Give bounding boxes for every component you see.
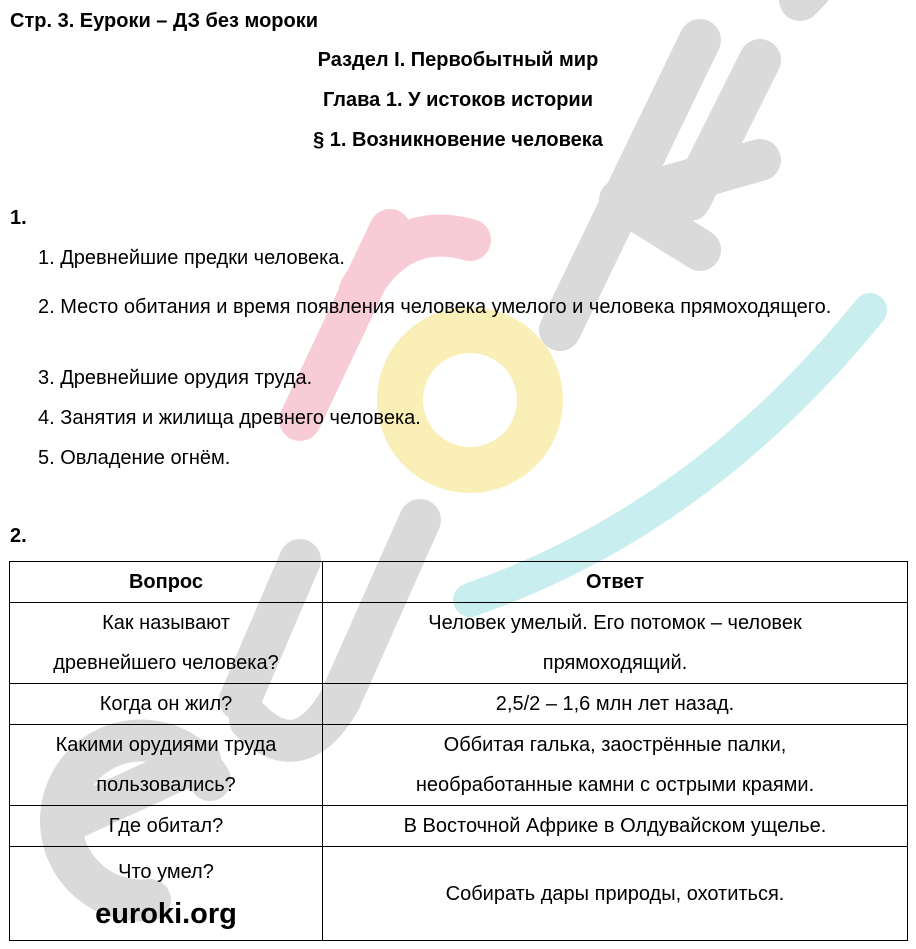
answer-cell: [323, 603, 908, 684]
answer-line: Оббитая галька, заострённые палки,: [443, 734, 787, 756]
question-line: Что умел?: [118, 860, 214, 883]
answer-cell: Собирать дары природы, охотиться.: [323, 847, 908, 941]
table-row: [10, 725, 908, 806]
answer-line: Человек умелый. Его потомок – человек: [428, 612, 802, 634]
task-2-number: 2.: [10, 525, 27, 547]
question-cell: [10, 847, 323, 941]
question-cell: [10, 725, 323, 806]
question-line: древнейшего человека?: [53, 652, 279, 674]
question-line: Какими орудиями труда: [55, 734, 277, 756]
list-item: 5. Овладение огнём.: [38, 447, 231, 469]
column-header-question: Вопрос: [10, 562, 323, 603]
site-link[interactable]: euroki.org: [95, 897, 237, 930]
answer-cell: В Восточной Африке в Олдувайском ущелье.: [323, 806, 908, 847]
question-cell: Где обитал?: [10, 806, 323, 847]
list-item: 3. Древнейшие орудия труда.: [38, 367, 313, 389]
answer-line: прямоходящий.: [542, 652, 688, 674]
paragraph-title: § 1. Возникновение человека: [313, 129, 603, 151]
answer-cell: [323, 725, 908, 806]
table-row: [10, 603, 908, 684]
question-line: Как называют: [102, 612, 230, 634]
chapter-title: Глава 1. У истоков истории: [322, 89, 594, 111]
table-row: [10, 806, 908, 847]
watermark-letter-o: [400, 330, 540, 470]
question-cell: Когда он жил?: [10, 684, 323, 725]
answer-line: необработанные камни с острыми краями.: [415, 774, 815, 796]
table-row: [10, 684, 908, 725]
column-header-answer: Ответ: [323, 562, 908, 603]
task-1-number: 1.: [10, 207, 27, 229]
list-item: 2. Место обитания и время появления человека умелого и человека прямоходящего.: [38, 296, 832, 318]
answer-table: [9, 561, 908, 941]
section-title: Раздел I. Первобытный мир: [317, 49, 599, 71]
list-item: 4. Занятия и жилища древнего человека.: [38, 407, 421, 429]
answer-cell: 2,5/2 – 1,6 млн лет назад.: [323, 684, 908, 725]
question-line: пользовались?: [96, 774, 236, 796]
watermark-swoosh: [470, 310, 870, 600]
question-cell: [10, 603, 323, 684]
table-row: [10, 847, 908, 941]
list-item: 1. Древнейшие предки человека.: [38, 247, 345, 269]
table-header-row: [10, 562, 908, 603]
page-header: Стр. 3. Еуроки – ДЗ без мороки: [10, 10, 319, 32]
